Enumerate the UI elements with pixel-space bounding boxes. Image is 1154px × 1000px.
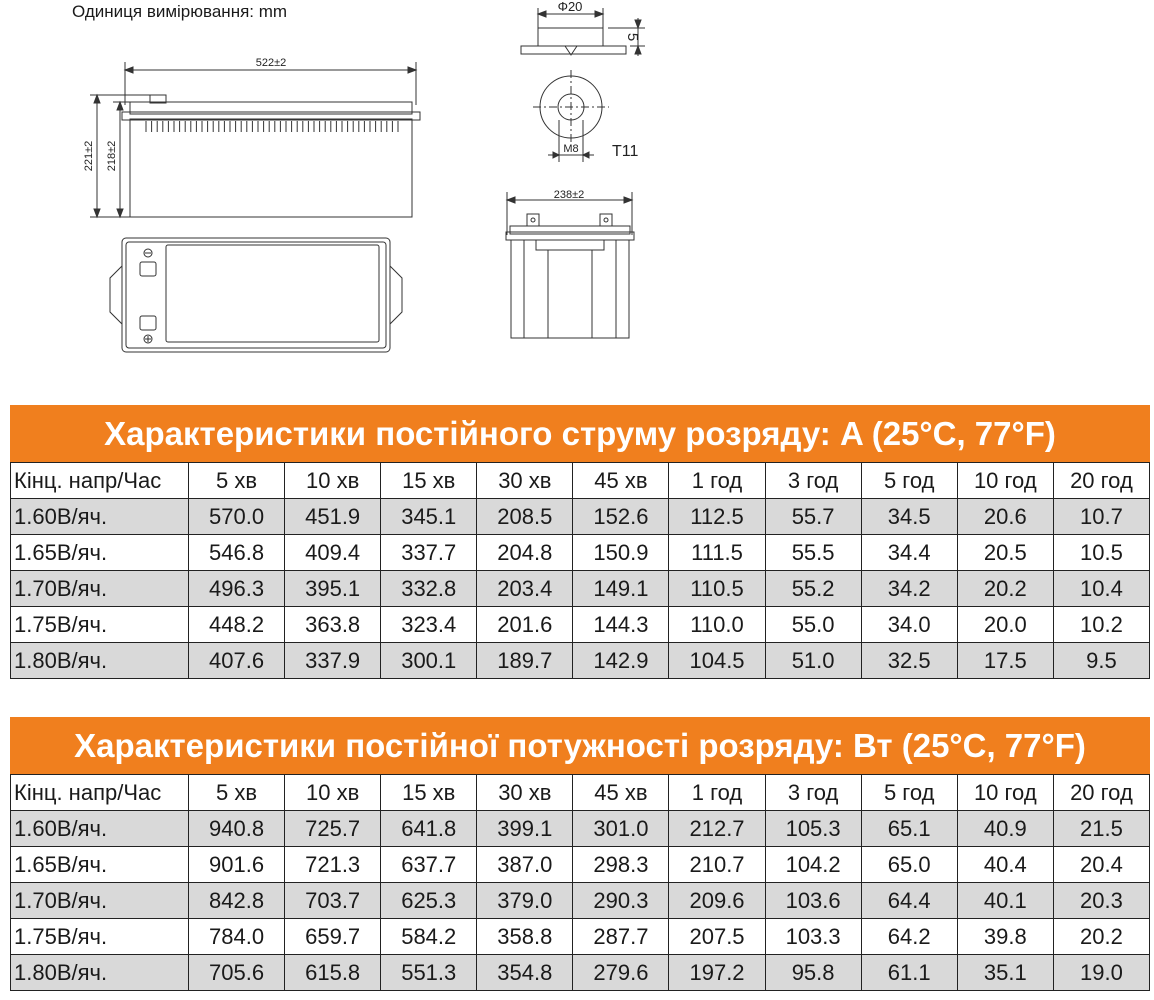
- voltage-cell: 1.70В/яч.: [11, 571, 189, 607]
- value-cell: 584.2: [381, 919, 477, 955]
- terminal-type-label: T11: [612, 143, 639, 160]
- value-cell: 112.5: [669, 499, 765, 535]
- value-cell: 551.3: [381, 955, 477, 991]
- value-cell: 40.1: [957, 883, 1053, 919]
- value-cell: 55.2: [765, 571, 861, 607]
- value-cell: 150.9: [573, 535, 669, 571]
- width-dimension: 238±2: [553, 189, 585, 201]
- value-cell: 705.6: [189, 955, 285, 991]
- voltage-cell: 1.80В/яч.: [11, 955, 189, 991]
- value-cell: 641.8: [381, 811, 477, 847]
- table-row: [11, 919, 1150, 955]
- value-cell: 407.6: [189, 643, 285, 679]
- value-cell: 105.3: [765, 811, 861, 847]
- discharge-power-table: [10, 774, 1150, 991]
- value-cell: 210.7: [669, 847, 765, 883]
- column-header: 10 год: [957, 463, 1053, 499]
- value-cell: 337.9: [285, 643, 381, 679]
- value-cell: 940.8: [189, 811, 285, 847]
- column-header: 30 хв: [477, 463, 573, 499]
- value-cell: 842.8: [189, 883, 285, 919]
- value-cell: 10.4: [1053, 571, 1149, 607]
- voltage-cell: 1.75В/яч.: [11, 607, 189, 643]
- table-row: [11, 955, 1150, 991]
- column-header: 1 год: [669, 463, 765, 499]
- discharge-current-title: Характеристики постійного струму розряду: A (25°C, 77°F): [10, 405, 1150, 462]
- value-cell: 395.1: [285, 571, 381, 607]
- value-cell: 21.5: [1053, 811, 1149, 847]
- value-cell: 703.7: [285, 883, 381, 919]
- value-cell: 55.5: [765, 535, 861, 571]
- value-cell: 189.7: [477, 643, 573, 679]
- value-cell: 570.0: [189, 499, 285, 535]
- value-cell: 142.9: [573, 643, 669, 679]
- value-cell: 10.7: [1053, 499, 1149, 535]
- value-cell: 55.7: [765, 499, 861, 535]
- value-cell: 34.2: [861, 571, 957, 607]
- value-cell: 300.1: [381, 643, 477, 679]
- voltage-cell: 1.80В/яч.: [11, 643, 189, 679]
- voltage-cell: 1.60В/яч.: [11, 499, 189, 535]
- discharge-power-title: Характеристики постійної потужності розряду: Вт (25°C, 77°F): [10, 717, 1150, 774]
- value-cell: 17.5: [957, 643, 1053, 679]
- column-header: 15 хв: [381, 775, 477, 811]
- column-header: 10 год: [957, 775, 1053, 811]
- voltage-cell: 1.75В/яч.: [11, 919, 189, 955]
- value-cell: 197.2: [669, 955, 765, 991]
- bolt-size-label: M8: [563, 143, 579, 155]
- value-cell: 298.3: [573, 847, 669, 883]
- value-cell: 20.2: [957, 571, 1053, 607]
- value-cell: 20.5: [957, 535, 1053, 571]
- table-row: [11, 847, 1150, 883]
- terminal-diameter-dimension: Φ20: [557, 0, 583, 14]
- value-cell: 32.5: [861, 643, 957, 679]
- battery-dimension-drawing: [0, 0, 1154, 380]
- value-cell: 103.3: [765, 919, 861, 955]
- value-cell: 40.9: [957, 811, 1053, 847]
- table-row: [11, 811, 1150, 847]
- value-cell: 40.4: [957, 847, 1053, 883]
- value-cell: 95.8: [765, 955, 861, 991]
- discharge-current-table: [10, 462, 1150, 679]
- discharge-power-section: [10, 717, 1150, 991]
- value-cell: 9.5: [1053, 643, 1149, 679]
- column-header: 10 хв: [285, 463, 381, 499]
- voltage-cell: 1.60В/яч.: [11, 811, 189, 847]
- value-cell: 152.6: [573, 499, 669, 535]
- table-row: [11, 883, 1150, 919]
- value-cell: 35.1: [957, 955, 1053, 991]
- value-cell: 34.4: [861, 535, 957, 571]
- value-cell: 104.5: [669, 643, 765, 679]
- value-cell: 451.9: [285, 499, 381, 535]
- value-cell: 448.2: [189, 607, 285, 643]
- value-cell: 496.3: [189, 571, 285, 607]
- column-header: 20 год: [1053, 463, 1149, 499]
- value-cell: 345.1: [381, 499, 477, 535]
- value-cell: 387.0: [477, 847, 573, 883]
- value-cell: 65.0: [861, 847, 957, 883]
- column-header: 30 хв: [477, 775, 573, 811]
- value-cell: 207.5: [669, 919, 765, 955]
- column-header: 10 хв: [285, 775, 381, 811]
- value-cell: 379.0: [477, 883, 573, 919]
- value-cell: 110.5: [669, 571, 765, 607]
- value-cell: 39.8: [957, 919, 1053, 955]
- value-cell: 111.5: [669, 535, 765, 571]
- value-cell: 55.0: [765, 607, 861, 643]
- value-cell: 64.4: [861, 883, 957, 919]
- value-cell: 637.7: [381, 847, 477, 883]
- value-cell: 209.6: [669, 883, 765, 919]
- value-cell: 201.6: [477, 607, 573, 643]
- value-cell: 337.7: [381, 535, 477, 571]
- column-header: 3 год: [765, 463, 861, 499]
- value-cell: 358.8: [477, 919, 573, 955]
- column-header: 1 год: [669, 775, 765, 811]
- value-cell: 354.8: [477, 955, 573, 991]
- value-cell: 144.3: [573, 607, 669, 643]
- column-header: Кінц. напр/Час: [11, 463, 189, 499]
- value-cell: 323.4: [381, 607, 477, 643]
- value-cell: 784.0: [189, 919, 285, 955]
- value-cell: 290.3: [573, 883, 669, 919]
- value-cell: 409.4: [285, 535, 381, 571]
- table-header-row: [11, 775, 1150, 811]
- value-cell: 363.8: [285, 607, 381, 643]
- value-cell: 149.1: [573, 571, 669, 607]
- value-cell: 64.2: [861, 919, 957, 955]
- column-header: 5 год: [861, 775, 957, 811]
- table-row: [11, 535, 1150, 571]
- column-header: 45 хв: [573, 463, 669, 499]
- value-cell: 20.2: [1053, 919, 1149, 955]
- column-header: 5 год: [861, 463, 957, 499]
- value-cell: 287.7: [573, 919, 669, 955]
- column-header: Кінц. напр/Час: [11, 775, 189, 811]
- column-header: 15 хв: [381, 463, 477, 499]
- value-cell: 659.7: [285, 919, 381, 955]
- column-header: 20 год: [1053, 775, 1149, 811]
- value-cell: 104.2: [765, 847, 861, 883]
- length-dimension: 522±2: [255, 57, 287, 69]
- case-height-dimension: 218±2: [106, 140, 118, 172]
- value-cell: 625.3: [381, 883, 477, 919]
- value-cell: 208.5: [477, 499, 573, 535]
- total-height-dimension: 221±2: [83, 140, 95, 172]
- value-cell: 212.7: [669, 811, 765, 847]
- column-header: 3 год: [765, 775, 861, 811]
- value-cell: 301.0: [573, 811, 669, 847]
- column-header: 5 хв: [189, 775, 285, 811]
- discharge-current-section: [10, 405, 1150, 679]
- unit-label: Одиниця вимірювання: mm: [72, 2, 288, 21]
- value-cell: 10.5: [1053, 535, 1149, 571]
- value-cell: 399.1: [477, 811, 573, 847]
- value-cell: 721.3: [285, 847, 381, 883]
- value-cell: 203.4: [477, 571, 573, 607]
- value-cell: 61.1: [861, 955, 957, 991]
- voltage-cell: 1.65В/яч.: [11, 535, 189, 571]
- column-header: 45 хв: [573, 775, 669, 811]
- table-row: [11, 499, 1150, 535]
- value-cell: 279.6: [573, 955, 669, 991]
- value-cell: 65.1: [861, 811, 957, 847]
- table-header-row: [11, 463, 1150, 499]
- value-cell: 901.6: [189, 847, 285, 883]
- table-row: [11, 643, 1150, 679]
- value-cell: 20.0: [957, 607, 1053, 643]
- value-cell: 332.8: [381, 571, 477, 607]
- value-cell: 34.5: [861, 499, 957, 535]
- value-cell: 546.8: [189, 535, 285, 571]
- value-cell: 20.3: [1053, 883, 1149, 919]
- voltage-cell: 1.65В/яч.: [11, 847, 189, 883]
- value-cell: 204.8: [477, 535, 573, 571]
- value-cell: 20.4: [1053, 847, 1149, 883]
- voltage-cell: 1.70В/яч.: [11, 883, 189, 919]
- table-row: [11, 607, 1150, 643]
- value-cell: 34.0: [861, 607, 957, 643]
- table-row: [11, 571, 1150, 607]
- value-cell: 19.0: [1053, 955, 1149, 991]
- terminal-height-dimension: 5: [624, 32, 641, 42]
- value-cell: 725.7: [285, 811, 381, 847]
- value-cell: 110.0: [669, 607, 765, 643]
- value-cell: 10.2: [1053, 607, 1149, 643]
- value-cell: 615.8: [285, 955, 381, 991]
- value-cell: 20.6: [957, 499, 1053, 535]
- value-cell: 103.6: [765, 883, 861, 919]
- value-cell: 51.0: [765, 643, 861, 679]
- column-header: 5 хв: [189, 463, 285, 499]
